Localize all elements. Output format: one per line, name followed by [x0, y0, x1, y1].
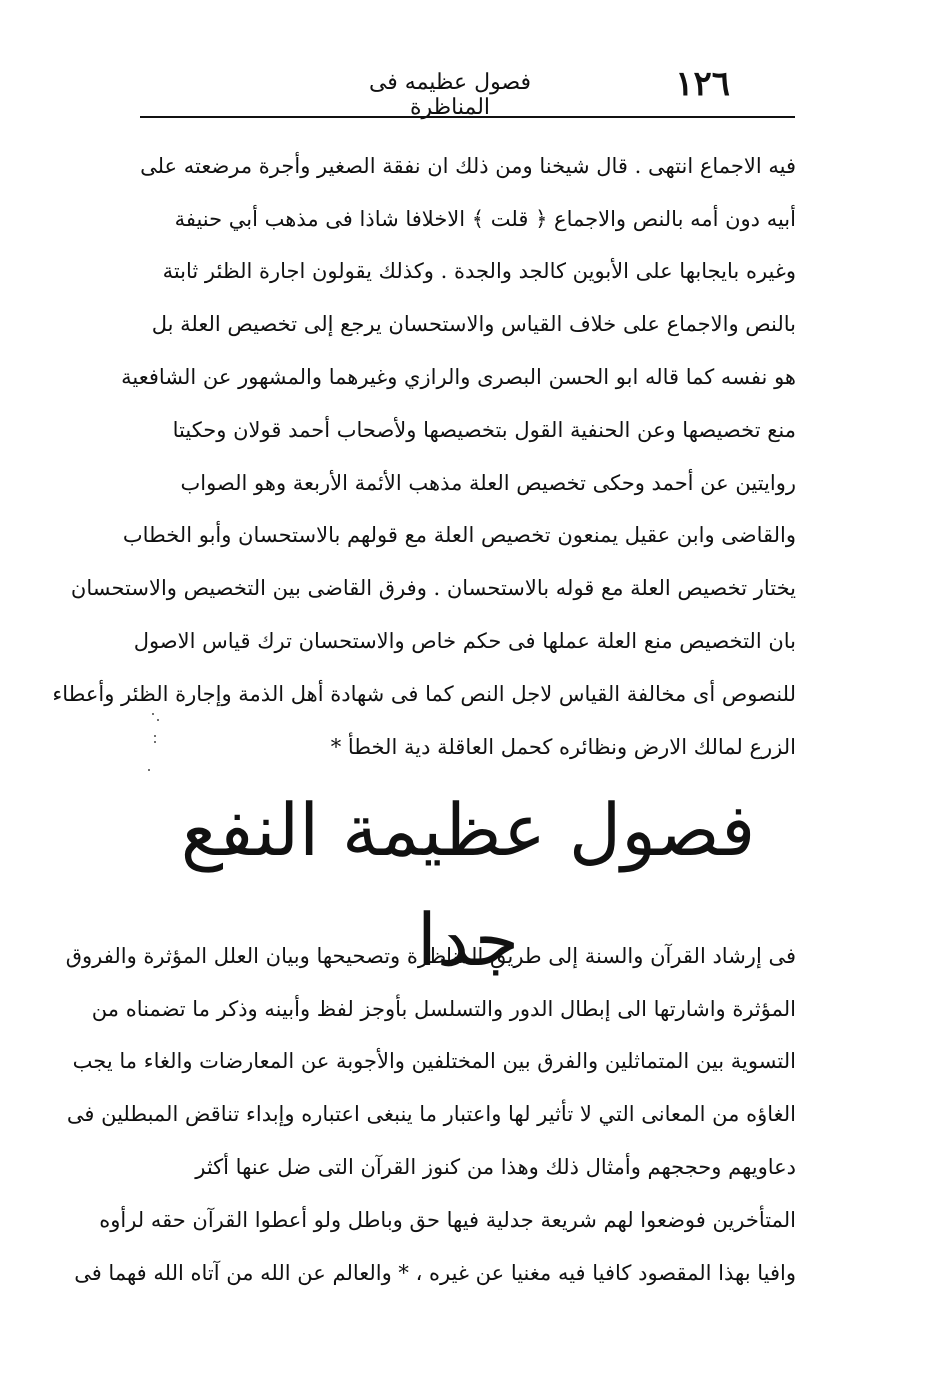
text-line: هو نفسه كما قاله ابو الحسن البصرى والرازي وغيرهما والمشهور عن الشافعية — [121, 365, 796, 390]
text-line: منع تخصيصها وعن الحنفية القول بتخصيصها ولأصحاب أحمد قولان وحكيتا — [172, 417, 796, 442]
text-line: الزرع لمالك الارض ونظائره كحمل العاقلة دية الخطأ * — [330, 734, 796, 759]
text-line: وافيا بهذا المقصود كافيا فيه مغنيا عن غيره ، * والعالم عن الله من آتاه الله فهما فى — [74, 1260, 796, 1285]
text-line: بالنص والاجماع على خلاف القياس والاستحسان يرجع إلى تخصيص العلة بل — [151, 312, 796, 337]
text-line: أبيه دون أمه بالنص والاجماع ﴿ قلت ﴾ الاخلافا شاذا فى مذهب أبي حنيفة — [174, 206, 796, 231]
text-line: التسوية بين المتماثلين والفرق بين المختلفين والأجوبة عن المعارضات والغاء ما يجب — [72, 1049, 796, 1074]
page-header — [140, 62, 800, 120]
page-number: ١٢٦ — [675, 64, 730, 104]
text-line: يختار تخصيص العلة مع قوله بالاستحسان . وفرق القاضى بين التخصيص والاستحسان — [70, 576, 796, 601]
header-rule — [140, 116, 795, 118]
text-line: روايتين عن أحمد وحكى تخصيص العلة مذهب الأئمة الأربعة وهو الصواب — [180, 470, 796, 495]
text-line: والقاضى وابن عقيل يمنعون تخصيص العلة مع قولهم بالاستحسان وأبو الخطاب — [122, 523, 796, 548]
text-line: وغيره بايجابها على الأبوين كالجد والجدة . وكذلك يقولون اجارة الظئر ثابتة — [162, 259, 796, 284]
lower-paragraph — [65, 930, 796, 1300]
running-title: فصول عظيمه فى المناظرة — [368, 70, 532, 120]
text-line: فيه الاجماع انتهى . قال شيخنا ومن ذلك ان نفقة الصغير وأجرة مرضعته على — [140, 153, 796, 178]
text-line: للنصوص أى مخالفة القياس لاجل النص كما فى شهادة أهل الذمة وإجارة الظئر وأعطاء — [52, 681, 796, 706]
text-line: بان التخصيص منع العلة عملها فى حكم خاص والاستحسان ترك قياس الاصول — [133, 629, 796, 654]
text-line: المتأخرين فوضعوا لهم شريعة جدلية فيها حق وباطل ولو أعطوا القرآن حقه لرأوه — [99, 1207, 796, 1232]
upper-paragraph — [52, 140, 796, 774]
text-line: المؤثرة واشارتها الى إبطال الدور والتسلسل بأوجز لفظ وأبينه وذكر ما تضمناه من — [91, 996, 796, 1021]
print-specks — [148, 705, 168, 775]
text-line: دعاويهم وحججهم وأمثال ذلك وهذا من كنوز القرآن التى ضل عنها أكثر — [195, 1155, 796, 1180]
text-line: فى إرشاد القرآن والسنة إلى طريق المناظرة وتصحيحها وبيان العلل المؤثرة والفروق — [65, 943, 796, 968]
section-title: فصول عظيمة النفع جدا — [180, 788, 756, 982]
text-line: الغاؤه من المعانى التي لا تأثير لها واعتبار ما ينبغى اعتباره وإبداء تناقض المبطلين فى — [66, 1102, 796, 1127]
